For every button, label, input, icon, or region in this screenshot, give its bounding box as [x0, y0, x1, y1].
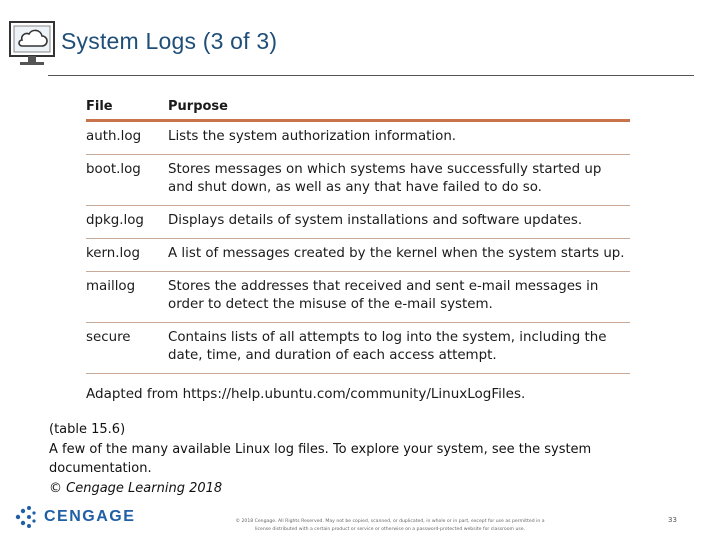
cengage-logo-icon: [14, 505, 38, 529]
log-files-table: [86, 96, 630, 374]
row-file: kern.log: [86, 239, 168, 272]
caption-ref: (table 15.6): [49, 422, 126, 437]
table-caption: [49, 420, 649, 498]
table-row: [86, 272, 630, 323]
brand-name: CENGAGE: [44, 508, 136, 525]
row-file: auth.log: [86, 121, 168, 155]
table-row: [86, 206, 630, 239]
row-purpose: Contains lists of all attempts to log into the system, including the date, time, and duration of each access attempt.: [168, 323, 630, 374]
table-row: [86, 155, 630, 206]
header-file: File: [86, 96, 168, 121]
row-purpose: A list of messages created by the kernel when the system starts up.: [168, 239, 630, 272]
table-row: [86, 239, 630, 272]
cloud-monitor-icon: [8, 20, 56, 68]
copyright-line: © 2018 Cengage. All Rights Reserved. May not be copied, scanned, or duplicated, in whole or in part, except for use as permitted in a: [235, 519, 545, 524]
row-purpose: Stores messages on which systems have successfully started up and shut down, as well as any that have failed to do so.: [168, 155, 630, 206]
copyright-notice: [200, 518, 580, 534]
table-row: [86, 323, 630, 374]
slide-title: System Logs (3 of 3): [61, 28, 278, 54]
row-file: secure: [86, 323, 168, 374]
row-file: maillog: [86, 272, 168, 323]
caption-credit: © Cengage Learning 2018: [49, 480, 223, 496]
row-purpose: Lists the system authorization information.: [168, 121, 630, 155]
row-purpose: Stores the addresses that received and sent e-mail messages in order to detect the misuse of the e-mail system.: [168, 272, 630, 323]
caption-text: A few of the many available Linux log files. To explore your system, see the system documentation.: [49, 441, 592, 476]
row-purpose: Displays details of system installations and software updates.: [168, 206, 630, 239]
table-header-row: [86, 96, 630, 121]
page-number: 33: [668, 516, 677, 524]
table-row: [86, 121, 630, 155]
title-divider: [48, 75, 694, 76]
row-file: boot.log: [86, 155, 168, 206]
table-source-note: Adapted from https://help.ubuntu.com/community/LinuxLogFiles.: [86, 386, 526, 402]
copyright-line: license distributed with a certain product or service or otherwise on a password-protected website for classroom use.: [254, 527, 526, 532]
header-purpose: Purpose: [168, 96, 630, 121]
row-file: dpkg.log: [86, 206, 168, 239]
